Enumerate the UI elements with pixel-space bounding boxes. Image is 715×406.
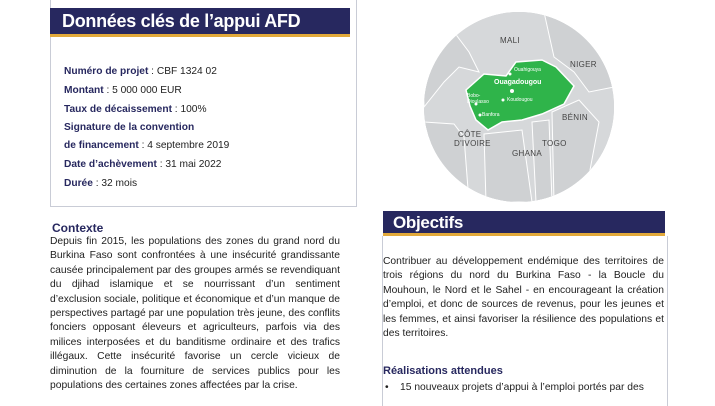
context-text: Depuis fin 2015, les populations des zones du grand nord du Burkina Faso sont confrontées à une insécurité grandissante causée principalement par des groupes armés se revendiquant du djihad islamique et se nourrissant d’un sentiment d’exclusion sociale, politique et économique et d’un manque de perspectives partagé par une population très jeune, des conflits fonciers opposant éleveurs et agriculteurs, parfois via des milices interposées et du banditisme ordinaire et des trafics illégaux. Cette insécurité favorise un cercle vicieux de diminution de la fourniture de services publics pour les populations des certaines zones affectées par la crise. (50, 236, 340, 392)
burkina-map (424, 12, 614, 202)
amount-value: : 5 000 000 EUR (103, 85, 182, 96)
map-label-ghana: GHANA (512, 149, 542, 158)
context-title: Contexte (52, 221, 104, 235)
map-label-bobo: Bobo-Dioulasso (467, 93, 489, 105)
map-label-togo: TOGO (542, 139, 567, 148)
objectives-title: Objectifs (393, 213, 464, 232)
disbursement-label: Taux de décaissement (64, 104, 172, 115)
amount-label: Montant (64, 85, 104, 96)
map-label-ouahigouya: Ouahigouya (514, 67, 541, 73)
koudougou-dot (502, 99, 505, 102)
signature-value: : 4 septembre 2019 (138, 140, 230, 151)
objectives-text: Contribuer au développement endémique des territoires de trois régions du nord du Burkina Faso - la Boucle du Mouhoun, le Nord et le Sahel - en encourageant la création d’emploi, et donc de sources de revenus, pour les jeunes et les femmes, et ainsi favoriser la résilience des populations et des territoires. (383, 256, 664, 340)
disbursement-row (64, 104, 207, 115)
togo-shape (532, 120, 552, 202)
signature-row-line1 (64, 122, 194, 133)
completion-value: : 31 mai 2022 (156, 159, 222, 170)
key-data-title: Données clés de l’appui AFD (62, 11, 301, 31)
map-label-koudougou: Koudougou (507, 97, 533, 103)
map-label-cote: CÔTE (458, 130, 482, 139)
completion-row (64, 159, 221, 170)
results-title: Réalisations attendues (383, 365, 503, 377)
duration-label: Durée (64, 178, 93, 189)
map-label-benin: BÉNIN (562, 113, 588, 122)
project-number-label: Numéro de projet (64, 66, 149, 77)
ouagadougou-dot (510, 89, 514, 93)
disbursement-value: : 100% (171, 104, 207, 115)
map-label-ouagadougou: Ouagadougou (494, 79, 542, 86)
map-label-mali: MALI (500, 36, 520, 45)
map-label-ivoire: D'IVOIRE (454, 139, 491, 148)
ouahigouya-dot (509, 73, 512, 76)
key-data-header (50, 8, 350, 37)
map-label-niger: NIGER (570, 60, 597, 69)
project-number-value: : CBF 1324 02 (148, 66, 217, 77)
project-number-row (64, 66, 217, 77)
signature-row-line2 (64, 140, 229, 151)
amount-row (64, 85, 182, 96)
completion-label: Date d’achèvement (64, 159, 157, 170)
duration-value: : 32 mois (92, 178, 138, 189)
results-list (383, 381, 664, 395)
objectives-header (383, 211, 665, 236)
list-item: • 15 nouveaux projets d’appui à l’emploi portés par des (383, 381, 664, 395)
signature-label-line2: de financement (64, 140, 139, 151)
map-label-banfora: Banfora (482, 112, 500, 118)
duration-row (64, 178, 137, 189)
signature-label-line1: Signature de la convention (64, 122, 195, 133)
